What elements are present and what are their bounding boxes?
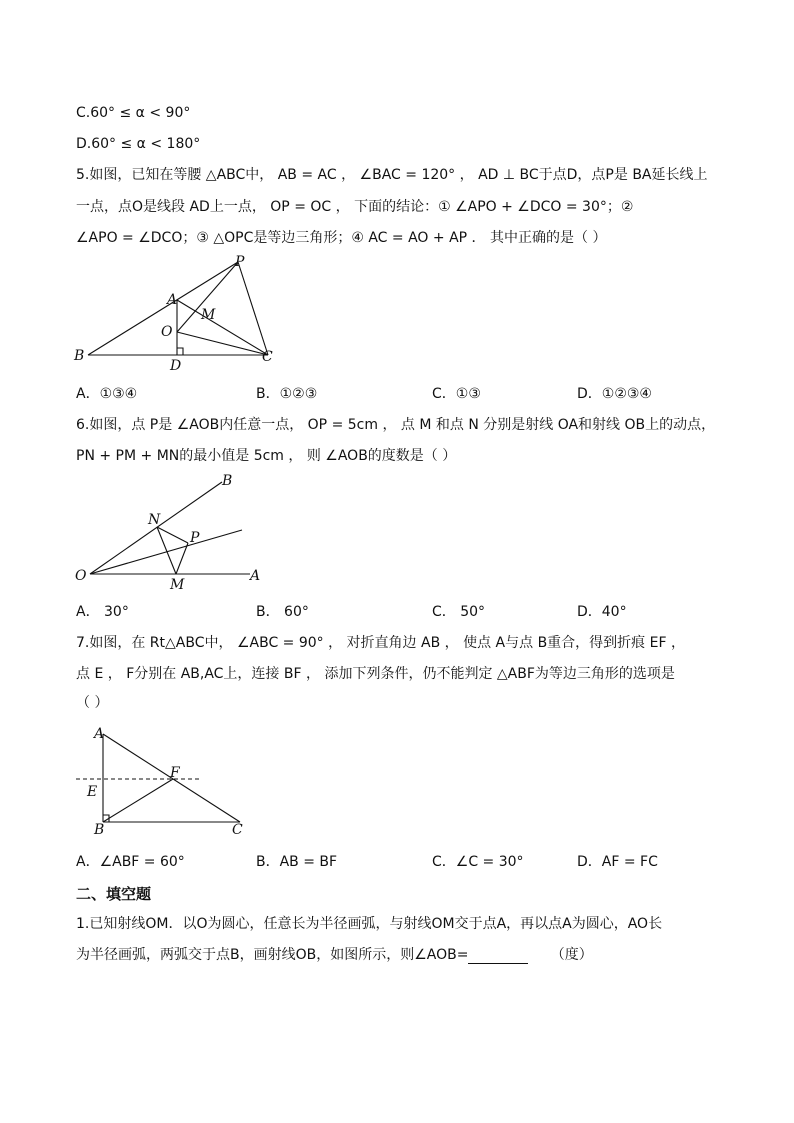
label-d: D <box>170 358 182 374</box>
label-m: M <box>170 577 185 593</box>
q5-figure <box>70 252 290 377</box>
q7-figure <box>70 720 260 845</box>
fill-q1-line-2 <box>76 946 593 964</box>
label-o: O <box>161 324 173 340</box>
q7-option-b: B．AB = BF <box>256 854 338 870</box>
fill-q1-unit: （度） <box>550 947 593 963</box>
answer-blank[interactable] <box>468 949 528 964</box>
label-b: B <box>222 473 233 489</box>
label-e: E <box>87 784 98 800</box>
q5-option-c: C．①③ <box>432 386 481 402</box>
fill-q1-line-1: 1.已知射线OM．以O为圆心，任意长为半径画弧，与射线OM交于点A，再以点A为圆心，AO长 <box>76 916 663 932</box>
q5-stem-line-3: ∠APO = ∠DCO；③ △OPC是等边三角形；④ AC = AO + AP ． 其中正确的是（ ） <box>76 230 607 246</box>
q6-stem-line-1: 6.如图，点 P是 ∠AOB内任意一点， OP = 5cm ， 点 M 和点 N 分别是射线 OA和射线 OB上的动点， <box>76 417 716 433</box>
q5-option-d: D．①②③④ <box>577 386 652 402</box>
label-b: B <box>74 348 85 364</box>
q7-stem-line-2: 点 E ， F分别在 AB,AC上，连接 BF ， 添加下列条件，仍不能判定 △ABF为等边三角形的选项是 <box>76 666 675 682</box>
label-c: C <box>232 822 243 838</box>
segment-np <box>157 527 188 543</box>
right-angle-mark <box>177 348 183 355</box>
label-a: A <box>94 726 105 742</box>
q6-option-c: C． 50° <box>432 604 486 620</box>
label-m: M <box>201 307 216 323</box>
q6-option-a: A． 30° <box>76 604 129 620</box>
segment-bp <box>88 262 238 355</box>
q4-option-c: C.60° ≤ α < 90° <box>76 105 191 121</box>
label-c: C <box>262 349 273 365</box>
q7-stem-line-1: 7.如图，在 Rt△ABC中， ∠ABC = 90° ， 对折直角边 AB ， 使点 A与点 B重合，得到折痕 EF ， <box>76 635 685 651</box>
fill-q1-line-2-text: 为半径画弧，两弧交于点B，画射线OB，如图所示，则∠AOB= <box>76 947 469 963</box>
q5-option-a: A．①③④ <box>76 386 138 402</box>
q6-stem-line-2: PN + PM + MN的最小值是 5cm ， 则 ∠AOB的度数是（ ） <box>76 448 457 464</box>
q5-stem-line-2: 一点，点O是线段 AD上一点， OP = OC ， 下面的结论：① ∠APO + ∠DCO = 30°；② <box>76 199 634 215</box>
label-f: F <box>170 765 180 781</box>
q5-option-b: B．①②③ <box>256 386 318 402</box>
label-p: P <box>190 530 200 546</box>
ray-ob <box>90 482 222 574</box>
q4-option-d: D.60° ≤ α < 180° <box>76 136 201 152</box>
q6-option-d: D．40° <box>577 604 627 620</box>
q7-option-d: D．AF = FC <box>577 854 658 870</box>
section-title: 二、填空题 <box>76 885 152 903</box>
segment-bf <box>103 779 173 822</box>
q6-option-b: B． 60° <box>256 604 309 620</box>
label-o: O <box>75 568 87 584</box>
q7-option-a: A．∠ABF = 60° <box>76 854 185 870</box>
label-n: N <box>148 512 161 528</box>
q6-figure <box>70 470 270 595</box>
ray-op <box>90 530 242 574</box>
segment-oc <box>177 332 268 355</box>
q5-stem-line-1: 5.如图，已知在等腰 △ABC中， AB = AC ， ∠BAC = 120° ， AD ⊥ BC于点D，点P是 BA延长线上 <box>76 167 708 183</box>
label-b: B <box>94 822 105 838</box>
segment-ac <box>177 300 268 355</box>
q7-option-c: C．∠C = 30° <box>432 854 524 870</box>
segment-pc <box>238 262 268 355</box>
label-a: A <box>167 292 178 308</box>
label-a: A <box>250 568 261 584</box>
label-p: P <box>235 254 245 270</box>
q7-stem-line-3: （ ） <box>76 695 109 711</box>
